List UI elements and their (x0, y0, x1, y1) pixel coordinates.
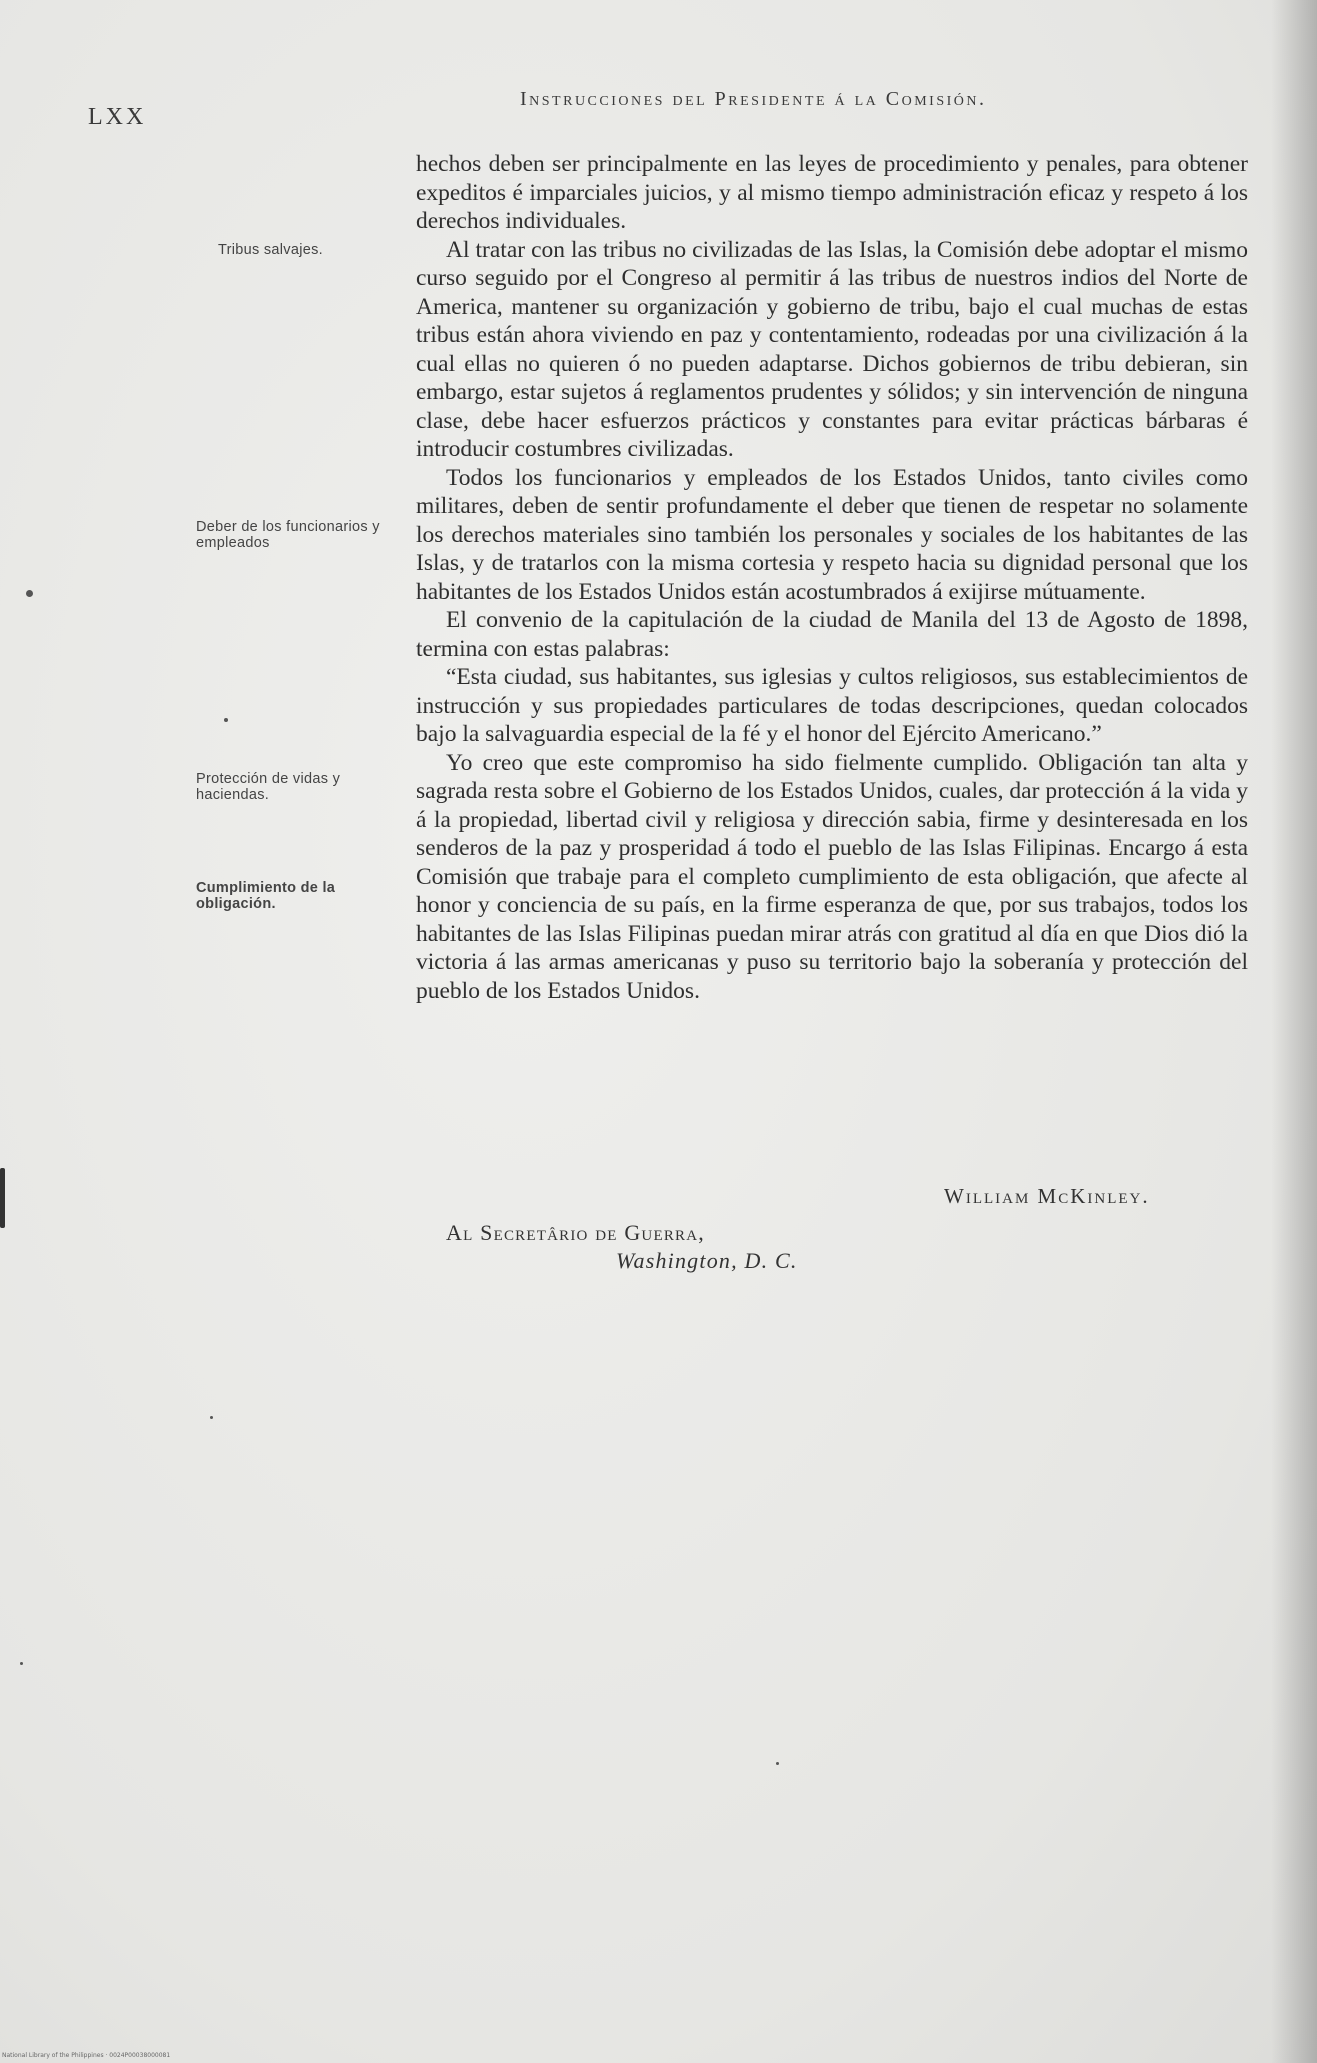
ink-speck (26, 590, 33, 597)
addressee-title: Al Secretârio de Guerra, (446, 1220, 705, 1245)
ink-speck (776, 1762, 779, 1765)
margin-note-cumplimiento: Cumplimiento de la obligación. (196, 880, 336, 912)
paragraph: El convenio de la capitulación de la ciudad de Manila del 13 de Agosto de 1898, termina con estas palabras: (416, 607, 1248, 662)
paragraph: Al tratar con las tribus no civilizadas de las Islas, la Comisión debe adoptar el mismo curso seguido por el Congreso al permitir á las tribus de nuestros indios del Norte de America, mantener su organización y gobierno de tribu, bajo el cual muchas de estas tribus están ahora viviendo en paz y contentamiento, rodeadas por una civilización á la cual ellas no quieren ó no pueden adaptarse. Dichos gobiernos de tribu debieran, sin embargo, estar sujetos á reglamentos prudentes y sólidos; y sin intervención de ninguna clase, debe hacer esfuerzos prácticos y constantes para evitar prácticas bárbaras é introducir costumbres civilizadas. (416, 236, 1248, 462)
paragraph: hechos deben ser principalmente en las leyes de procedimiento y penales, para obtener expeditos é imparciales juicios, y al mismo tiempo administración eficaz y respeto á los derechos individuales. (416, 151, 1248, 234)
ink-speck (224, 718, 228, 722)
body-text (416, 150, 1248, 1005)
quotation: “Esta ciudad, sus habitantes, sus iglesias y cultos religiosos, sus establecimientos de instrucción y sus propiedades particulares de todas descripciones, quedan colocados bajo la salvaguardia especial de la fé y el honor del Ejército Americano.” (416, 664, 1248, 747)
paragraph: Todos los funcionarios y empleados de los Estados Unidos, tanto civiles como militares, deben de sentir profundamente el deber que tienen de respetar no solamente los derechos materiales sino también los personales y sociales de los habitantes de las Islas, y de tratarlos con la misma cortesia y respeto hacia su dignidad personal que los habitantes de los Estados Unidos están acostumbrados á exijirse mútuamente. (416, 464, 1248, 605)
footer-stamp: National Library of the Philippines · 0024P00038000081 (2, 2052, 171, 2059)
margin-note-deber: Deber de los funcionarios y empleados (196, 519, 380, 551)
margin-note-tribus: Tribus salvajes. (218, 242, 323, 258)
margin-note-proteccion: Protección de vidas y haciendas. (196, 771, 341, 803)
page-number: LXX (88, 104, 147, 130)
paragraph: Yo creo que este compromiso ha sido fielmente cumplido. Obligación tan alta y sagrada resta sobre el Gobierno de los Estados Unidos, cuales, dar protección á la vida y á la propiedad, libertad civil y religiosa y dirección sabia, firme y desinteresada en los senderos de la paz y prosperidad á todo el pueblo de las Islas Filipinas. Encargo á esta Comisión que trabaje para el completo cumplimiento de esta obligación, que afecte al honor y conciencia de su país, en la firme esperanza de que, por sus trabajos, todos los habitantes de las Islas Filipinas puedan mirar atrás con gratitud al día en que Dios dió la victoria á las armas americanas y puso su territorio bajo la soberanía y protección del pueblo de los Estados Unidos. (416, 749, 1248, 1004)
addressee (446, 1220, 798, 1274)
ink-speck (210, 1416, 213, 1419)
ink-speck (20, 1662, 23, 1665)
running-head: Instrucciones del Presidente á la Comisión. (520, 88, 987, 110)
addressee-location: Washington, D. C. (616, 1248, 798, 1273)
binding-mark (0, 1168, 5, 1228)
signature: William McKinley. (944, 1184, 1150, 1208)
page-edge-shadow (1271, 0, 1317, 2063)
